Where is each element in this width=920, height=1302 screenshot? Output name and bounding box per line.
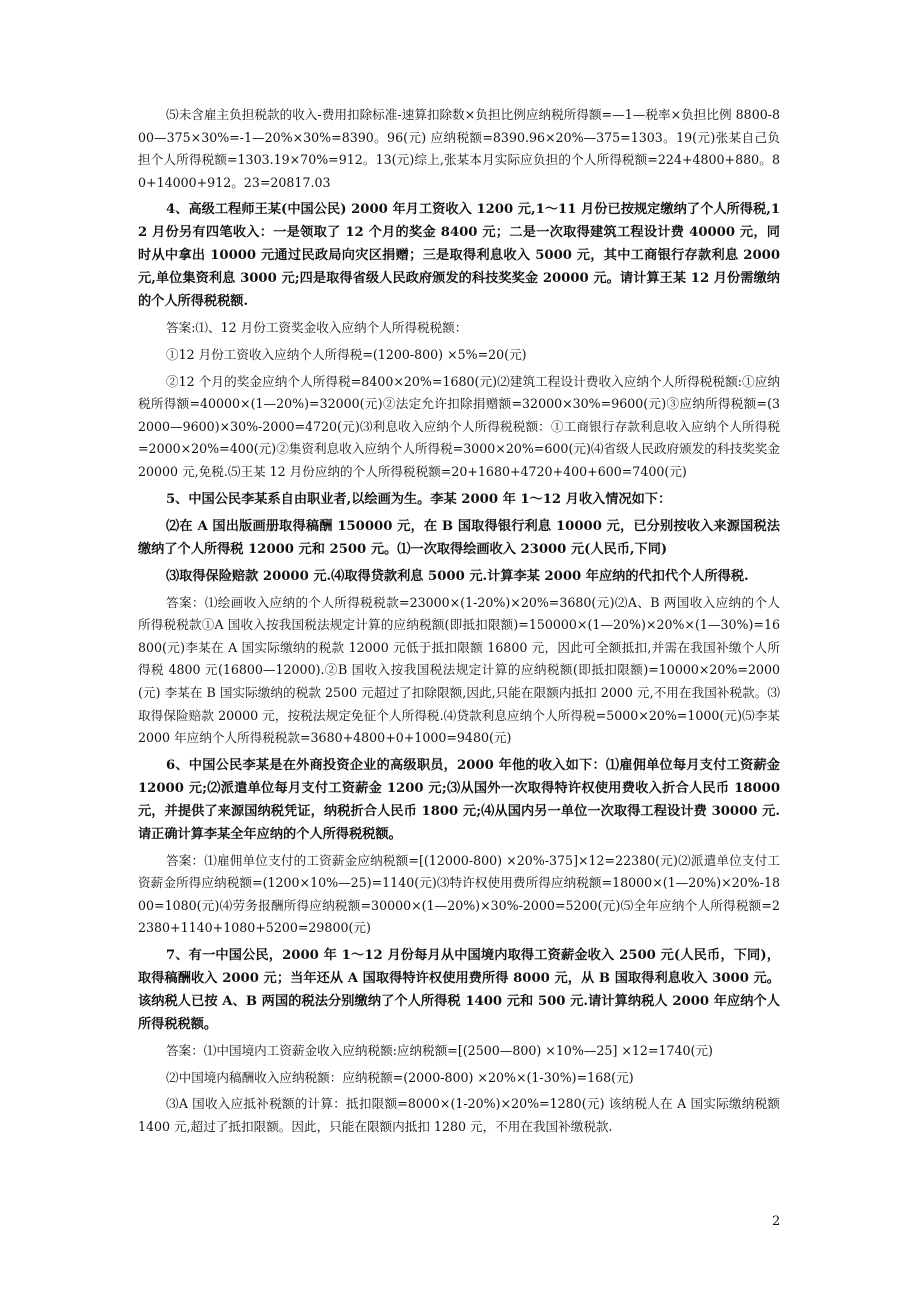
question-paragraph: 5、中国公民李某系自由职业者,以绘画为生。李某 2000 年 1～12 月收入情况如下： — [166, 491, 672, 507]
answer-paragraph: ①12 月份工资收入应纳个人所得税=(1200-800) ×5%=20(元) — [166, 346, 527, 362]
answer-paragraph: 答案：⑴绘画收入应纳的个人所得税税款=23000×(1-20%)×20%=3680(元)⑵A、B 两国收入应纳的个人所得税税款①A 国收入按我国税法规定计算的应纳税额(即抵扣限额)=150000×(1—20%)×20%×(1—30%)=16800(元)李某在 A 国实际缴纳的税款 12000 元低于抵扣限额 16800 元，因此可全额抵扣,并需在我国补缴个人所得税 4800 元(16800—12000).②B 国收入按我国税法规定计算的应纳税额(即抵扣限额)=10000×20%=2000(元) 李某在 B 国实际缴纳的税款 2500 元超过了扣除限额,因此,只能在限额内抵扣 2000 元,不用在我国补税款。⑶取得保险赔款 20000 元，按税法规定免征个人所得税.⑷贷款利息应纳个人所得税=5000×20%=1000(元)⑸李某 2000 年应纳个人所得税税款=3680+4800+0+1000=9480(元) — [138, 594, 780, 746]
answer-paragraph: ⑵中国境内稿酬收入应纳税额：应纳税额=(2000-800) ×20%×(1-30%)=168(元) — [166, 1069, 634, 1085]
question-paragraph: ⑶取得保险赔款 20000 元.⑷取得贷款利息 5000 元.计算李某 2000 年应纳的代扣代个人所得税. — [166, 568, 749, 584]
page-number: 2 — [772, 1214, 781, 1229]
answer-paragraph: ②12 个月的奖金应纳个人所得税=8400×20%=1680(元)⑵建筑工程设计费收入应纳个人所得税税额:①应纳税所得额=40000×(1—20%)=32000(元)②法定允许扣除捐赠额=32000×30%=9600(元)③应纳所得税额=(32000—9600)×30%-2000=4720(元)⑶利息收入应纳个人所得税税额：①工商银行存款利息收入应纳个人所得税=2000×20%=400(元)②集资利息收入应纳个人所得税=3000×20%=600(元)⑷省级人民政府颁发的科技奖奖金 20000 元,免税.⑸王某 12 月份应纳的个人所得税税额=20+1680+4720+400+600=7400(元) — [138, 373, 780, 479]
answer-paragraph: ⑸未含雇主负担税款的收入-费用扣除标准-速算扣除数×负担比例应纳税所得额=—1—税率×负担比例 8800-800—375×30%=-1—20%×30%=8390。96(元) 应纳税额=8390.96×20%—375=1303。19(元)张某自己负担个人所得税额=1303.19×70%=912。13(元)综上,张某本月实际应负担的个人所得税额=224+4800+880。80+14000+912。23=20817.03 — [138, 107, 780, 190]
question-paragraph: ⑵在 A 国出版画册取得稿酬 150000 元，在 B 国取得银行利息 10000 元，已分别按收入来源国税法缴纳了个人所得税 12000 元和 2500 元。⑴一次取得绘画收入 23000 元(人民币,下同) — [138, 518, 780, 557]
question-paragraph: 7、有一中国公民，2000 年 1～12 月份每月从中国境内取得工资薪金收入 2500 元(人民币，下同)，取得稿酬收入 2000 元；当年还从 A 国取得特许权使用费所得 8000 元，从 B 国取得利息收入 3000 元。该纳税人已按 A、B 两国的税法分别缴纳了个人所得税 1400 元和 500 元.请计算纳税人 2000 年应纳个人所得税税额。 — [138, 948, 780, 1033]
answer-paragraph: 答案:⑴、12 月份工资奖金收入应纳个人所得税税额： — [166, 320, 468, 336]
question-paragraph: 4、高级工程师王某(中国公民) 2000 年月工资收入 1200 元,1～11 月份已按规定缴纳了个人所得税,12 月份另有四笔收入：一是领取了 12 个月的奖金 8400 元；二是一次取得建筑工程设计费 40000 元，同时从中拿出 10000 元通过民政局向灾区捐赠；三是取得利息收入 5000 元，其中工商银行存款利息 2000 元,单位集资利息 3000 元;四是取得省级人民政府颁发的科技奖奖金 20000 元。请计算王某 12 月份需缴纳的个人所得税税额. — [138, 202, 780, 310]
answer-paragraph: ⑶A 国收入应抵补税额的计算：抵扣限额=8000×(1-20%)×20%=1280(元) 该纳税人在 A 国实际缴纳税额 1400 元,超过了抵扣限额。因此，只能在限额内抵扣 1280 元，不用在我国补缴税款. — [138, 1096, 780, 1134]
document-body — [138, 104, 780, 1142]
question-paragraph: 6、中国公民李某是在外商投资企业的高级职员，2000 年他的收入如下：⑴雇佣单位每月支付工资薪金 12000 元;⑵派遣单位每月支付工资薪金 1200 元;⑶从国外一次取得特许权使用费收入折合人民币 18000 元，并提供了来源国纳税凭证，纳税折合人民币 1800 元;⑷从国内另一单位一次取得工程设计费 30000 元.请正确计算李某全年应纳的个人所得税税额。 — [138, 757, 780, 842]
answer-paragraph: 答案：⑴雇佣单位支付的工资薪金应纳税额=[(12000-800) ×20%-375]×12=22380(元)⑵派遣单位支付工资薪金所得应纳税额=(1200×10%—25)=1140(元)⑶特许权使用费所得应纳税额=18000×(1—20%)×20%-1800=1080(元)⑷劳务报酬所得应纳税额=30000×(1—20%)×30%-2000=5200(元)⑸全年应纳个人所得税额=22380+1140+1080+5200=29800(元) — [138, 852, 780, 936]
answer-paragraph: 答案：⑴中国境内工资薪金收入应纳税额:应纳税额=[(2500—800) ×10%—25] ×12=1740(元) — [166, 1043, 713, 1059]
